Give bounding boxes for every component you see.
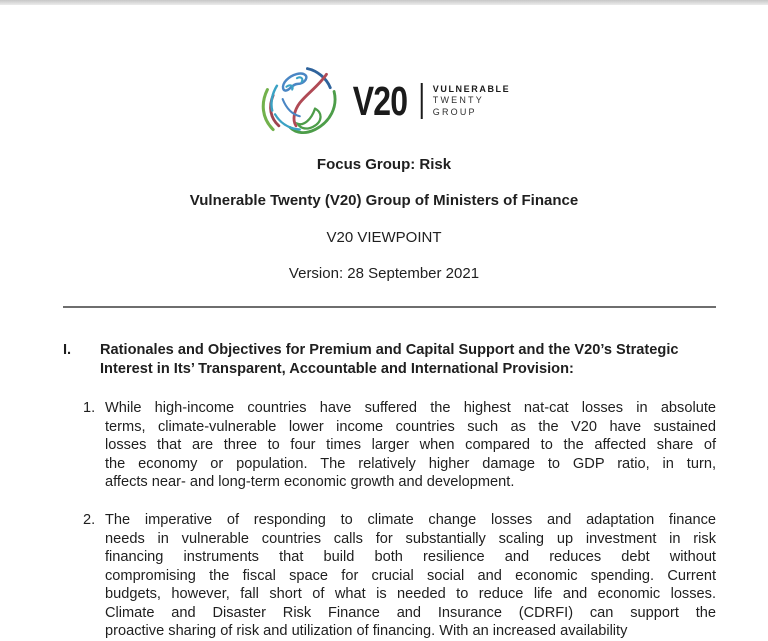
logo-group-name (433, 84, 511, 119)
section-heading (63, 341, 726, 378)
v20-wordmark (353, 79, 413, 123)
logo-word-group: GROUP (432, 106, 477, 117)
globe-green-leaf-inner (298, 109, 321, 129)
organization-title: Vulnerable Twenty (V20) Group of Ministers of Finance (189, 192, 579, 209)
logo-divider (421, 83, 423, 119)
paragraph-line: losses that are three to four times larger when compared to the affected share of (105, 437, 716, 453)
paragraph-line: affects near- and long-term economic growth and development. (105, 474, 515, 490)
v20-globe-icon (258, 61, 344, 141)
paragraph-line: terms, climate-vulnerable lower income countries such as the V20 have sustained (105, 418, 716, 435)
logo-word-vulnerable: VULNERABLE (432, 83, 511, 94)
paragraph-number: 1. (83, 400, 96, 416)
paragraph-line: budgets, however, fall short of what is needed to reduce life and economic losses. (105, 586, 716, 602)
paragraph-line: needs in vulnerable countries calls for substantially scaling up investment in risk (105, 530, 716, 547)
paragraph-line: While high-income countries have suffered the highest nat-cat losses in absolute (105, 400, 716, 416)
version-line: Version: 28 September 2021 (288, 265, 480, 282)
numbered-paragraph (83, 399, 716, 492)
v20-logo (258, 60, 511, 142)
globe-continent-outline (283, 74, 306, 91)
v20-wordmark-text: V20 (352, 77, 408, 124)
paragraph-line: financing instruments that build both resilience and reduces debt without (105, 549, 716, 565)
globe-bottom-arc (275, 114, 300, 129)
window-top-edge (0, 0, 768, 5)
paragraph-line: Climate and Disaster Risk Finance and Insurance (CDRFI) can support the (105, 604, 716, 621)
focus-group-title: Focus Group: Risk (316, 156, 452, 173)
paragraph-text (105, 399, 716, 492)
logo-word-twenty: TWENTY (432, 95, 484, 106)
numbered-paragraph (83, 511, 716, 641)
section-numeral: I. (63, 342, 72, 358)
paragraph-number: 2. (83, 512, 96, 528)
paragraph-line: compromising the fiscal space for crucial social and economic spending. Current (105, 567, 716, 584)
document-type: V20 VIEWPOINT (326, 229, 442, 246)
paragraph-line: proactive sharing of risk and utilization of financing. With an increased availability (105, 623, 628, 639)
paragraph-text (105, 511, 716, 641)
paragraph-line: The imperative of responding to climate change losses and adaptation finance (105, 512, 716, 528)
horizontal-rule (63, 306, 716, 308)
globe-teal-arc (271, 86, 276, 111)
paragraph-line: the economy or population. The relatively higher damage to GDP ratio, in turn, (105, 455, 716, 472)
section-heading-text: Rationales and Objectives for Premium and Capital Support and the V20’s Strategic Interest in Its’ Transparent, Accountable and International Provision: (100, 342, 679, 377)
